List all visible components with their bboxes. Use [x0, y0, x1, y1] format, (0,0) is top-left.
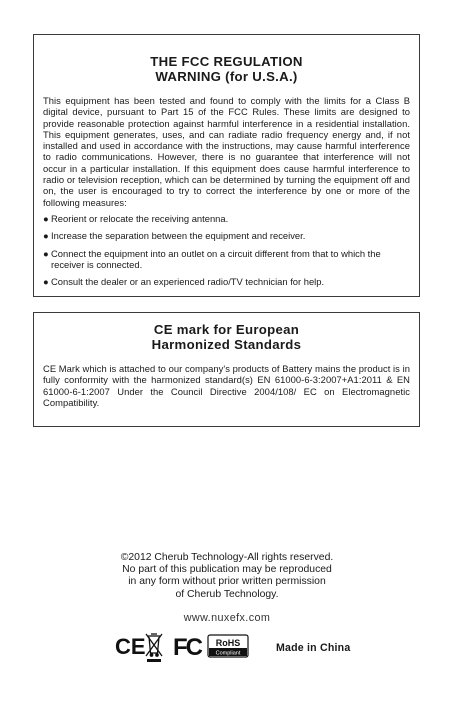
ce-mark-icon: CE: [115, 634, 146, 659]
fcc-title: [34, 54, 419, 84]
list-item: [43, 230, 410, 241]
rohs-compliant-label: Compliant: [215, 650, 241, 657]
fcc-title-line2: WARNING (for U.S.A.): [155, 69, 298, 84]
fcc-body-text: This equipment has been tested and found to comply with the limits for a Class B digital device, pursuant to Part 15 of the FCC Rules. These limits are designed to provide reasonable protection against harmful interference in a residential installation. This equipment generates, uses, and can radiate radio frequency energy and, if not installed and used in accordance with the instructions, may cause harmful interference to radio communications. However, there is no guarantee that interference will not occur in a particular installation. If this equipment does cause harmful interference to radio or television reception, which can be determined by turning the equipment off and on, the user is encouraged to try to correct the interference by one or more of the following measures:: [43, 95, 410, 208]
measure-text: Consult the dealer or an experienced radio/TV technician for help.: [51, 276, 325, 288]
bullet-icon: ●: [43, 247, 49, 259]
ce-body-text: CE Mark which is attached to our company's products of Battery mains the product is in fully conformity with the harmonized standard(s) EN 61000-6-3:2007+A1:2011 & EN 61000-6-1:2007 Under the Council Directive 2004/108/ EC on Electromagnetic Compatibility.: [43, 363, 410, 408]
fcc-title-line1: THE FCC REGULATION: [150, 54, 303, 69]
bullet-icon: ●: [43, 276, 49, 288]
made-in-china-label: Made in China: [276, 642, 351, 654]
list-item: [43, 213, 410, 224]
fcc-warning-box: [33, 34, 420, 297]
measure-text: Increase the separation between the equipment and receiver.: [51, 230, 306, 242]
weee-bin-icon: [146, 634, 162, 662]
ce-title-line1: CE mark for European: [153, 322, 300, 337]
rohs-badge-icon: [208, 635, 248, 657]
list-item: [43, 276, 410, 287]
copyright-line: No part of this publication may be reproduced: [122, 564, 332, 576]
bullet-icon: ●: [43, 230, 49, 242]
ce-mark-box: [33, 312, 420, 427]
rohs-label: RoHS: [215, 638, 241, 648]
bullet-icon: ●: [43, 212, 49, 224]
copyright-line: ©2012 Cherub Technology-All rights reserved.: [120, 552, 334, 563]
measure-text: Reorient or relocate the receiving antenna.: [51, 212, 229, 224]
ce-title-line2: Harmonized Standards: [151, 337, 302, 352]
fcc-measures-list: [34, 213, 419, 287]
copyright-notice: [0, 552, 454, 601]
copyright-line: of Cherub Technology.: [175, 588, 279, 600]
fcc-mark-icon: FC: [173, 634, 201, 661]
ce-title: [34, 322, 419, 352]
measure-text: Connect the equipment into an outlet on a circuit different from that to which the receiver is connected.: [51, 247, 381, 270]
list-item: [43, 248, 410, 271]
website-url: www.nuxefx.com: [183, 612, 271, 624]
copyright-line: in any form without prior written permission: [128, 576, 326, 588]
